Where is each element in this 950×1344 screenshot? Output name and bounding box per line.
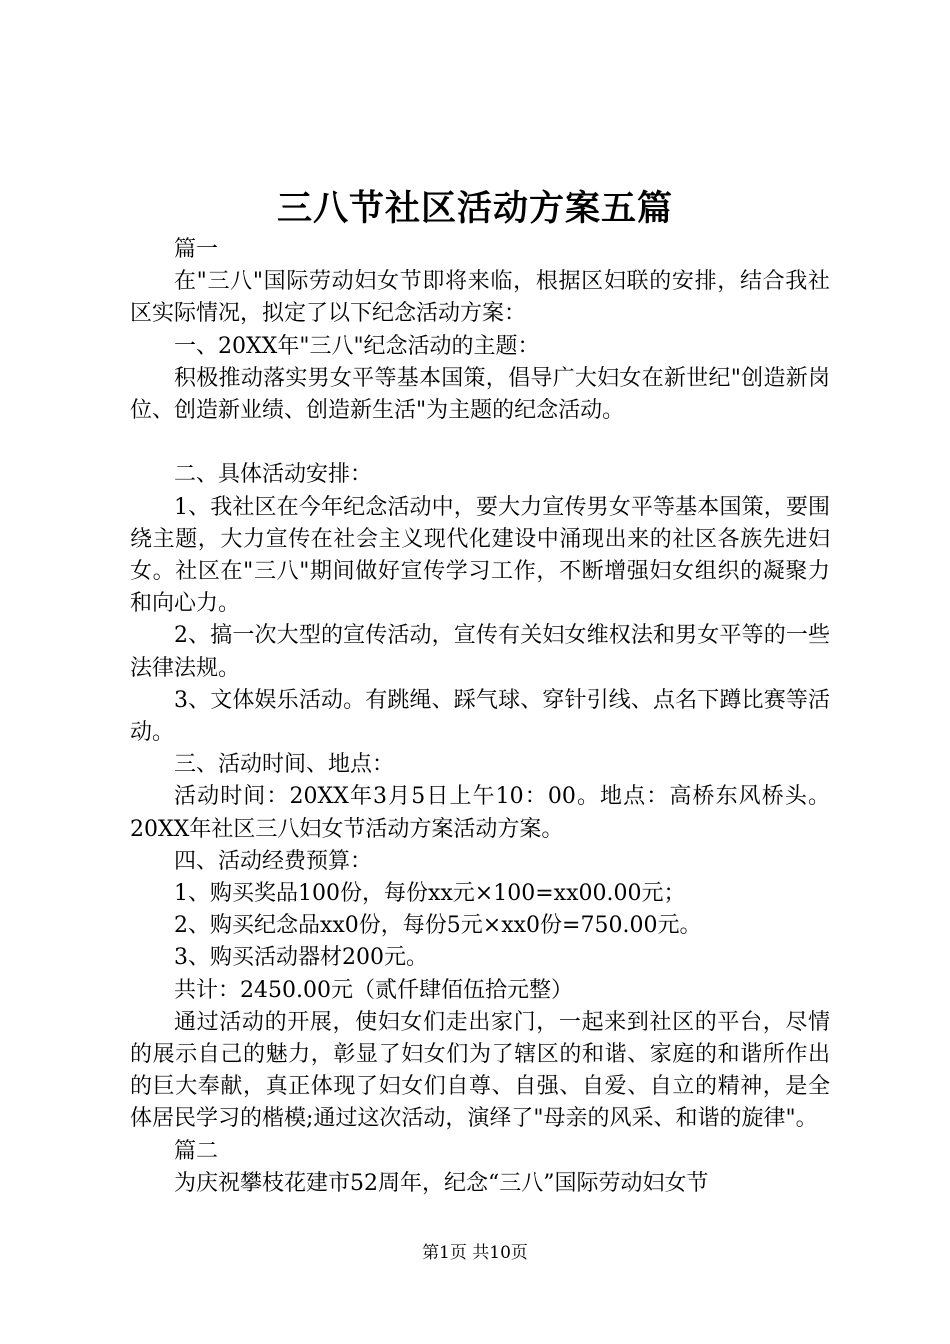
section-heading: 四、活动经费预算： xyxy=(174,848,373,874)
section-heading: 二、具体活动安排： xyxy=(174,462,373,488)
paragraph: 3、文体娱乐活动。有跳绳、踩气球、穿针引线、点名下蹲比赛等活动。 xyxy=(130,687,830,746)
section-heading: 篇二 xyxy=(174,1138,219,1164)
budget-item: 2、购买纪念品xx0份，每份5元×xx0份=750.00元。 xyxy=(174,913,702,939)
paragraph: 通过活动的开展，使妇女们走出家门，一起来到社区的平台，尽情的展示自己的魅力，彰显了妇女们为了辖区的和谐、家庭的和谐所作出的巨大奉献，真正体现了妇女们自尊、自强、自爱、自立的精神，是全体居民学习的楷模;通过这次活动，演绎了"母亲的风采、和谐的旋律"。 xyxy=(130,1009,830,1132)
document-body xyxy=(130,234,830,1200)
section-heading: 一、20XX年"三八"纪念活动的主题： xyxy=(174,333,540,359)
paragraph: 活动时间：20XX年3月5日上午10：00。地点：高桥东风桥头。20XX年社区三八妇女节活动方案活动方案。 xyxy=(130,784,830,842)
page-footer: 第1页 共10页 xyxy=(422,1243,528,1263)
budget-item: 3、购买活动器材200元。 xyxy=(174,945,428,971)
budget-total: 共计：2450.00元（贰仟肆佰伍拾元整） xyxy=(174,977,573,1003)
paragraph: 积极推动落实男女平等基本国策，倡导广大妇女在新世纪"创造新岗位、创造新业绩、创造新生活"为主题的纪念活动。 xyxy=(130,365,830,424)
section-heading: 三、活动时间、地点： xyxy=(174,752,395,778)
blank-line xyxy=(130,427,830,459)
section-heading: 篇一 xyxy=(174,237,219,262)
paragraph: 在"三八"国际劳动妇女节即将来临，根据区妇联的安排，结合我社区实际情况，拟定了以下纪念活动方案： xyxy=(130,269,830,327)
paragraph: 2、搞一次大型的宣传活动，宣传有关妇女维权法和男女平等的一些法律法规。 xyxy=(130,623,830,681)
paragraph: 1、我社区在今年纪念活动中，要大力宣传男女平等基本国策，要围绕主题，大力宣传在社会主义现代化建设中涌现出来的社区各族先进妇女。社区在"三八"期间做好宣传学习工作，不断增强妇女组织的凝聚力和向心力。 xyxy=(130,494,830,617)
paragraph: 为庆祝攀枝花建市52周年，纪念“三八”国际劳动妇女节 xyxy=(174,1170,709,1196)
document-title: 三八节社区活动方案五篇 xyxy=(276,188,673,229)
budget-item: 1、购买奖品100份，每份xx元×100=xx00.00元； xyxy=(174,881,686,907)
